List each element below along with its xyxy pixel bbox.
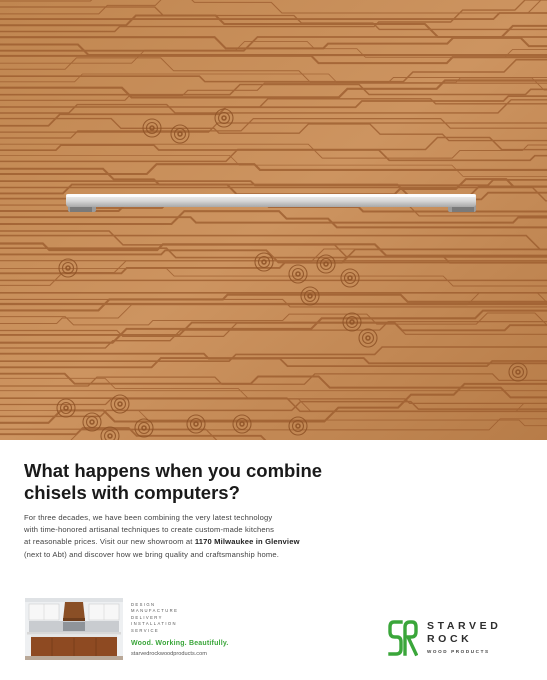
body-line-2: with time-honored artisanal techniques to create custom-made kitchens <box>24 525 275 535</box>
body-line-3 <box>24 536 524 548</box>
body-line-4: (next to Abt) and discover how we bring quality and craftsmanship home. <box>24 549 280 559</box>
services-list <box>131 602 178 634</box>
headline-line-2: chisels with computers? <box>24 482 240 503</box>
showroom-address: 1170 Milwaukee in Glenview <box>194 537 300 547</box>
service-item: DESIGN <box>131 602 156 607</box>
service-item: SERVICE <box>131 627 160 633</box>
logo-word-rock: ROCK <box>427 633 473 645</box>
service-item: DELIVERY <box>131 614 163 620</box>
body-line-1: For three decades, we have been combining the very latest technology <box>24 513 273 522</box>
starved-rock-logo <box>388 619 523 659</box>
sr-monogram-icon <box>388 619 418 657</box>
logo-word-starved: STARVED <box>427 620 502 632</box>
headline-line-1: What happens when you combine <box>24 460 323 481</box>
kitchen-photo-thumbnail <box>25 598 123 660</box>
tagline: Wood. Working. Beautifully. <box>131 640 229 647</box>
logo-subtitle: WOOD PRODUCTS <box>427 649 490 654</box>
service-item: MANUFACTURE <box>131 608 179 614</box>
headline <box>24 460 524 504</box>
body-copy <box>24 512 524 561</box>
body-line-3-text: at reasonable prices. Visit our new showroom at <box>24 537 195 547</box>
service-item: INSTALLATION <box>131 621 177 627</box>
website-link[interactable]: starvedrockwoodproducts.com <box>131 651 207 657</box>
